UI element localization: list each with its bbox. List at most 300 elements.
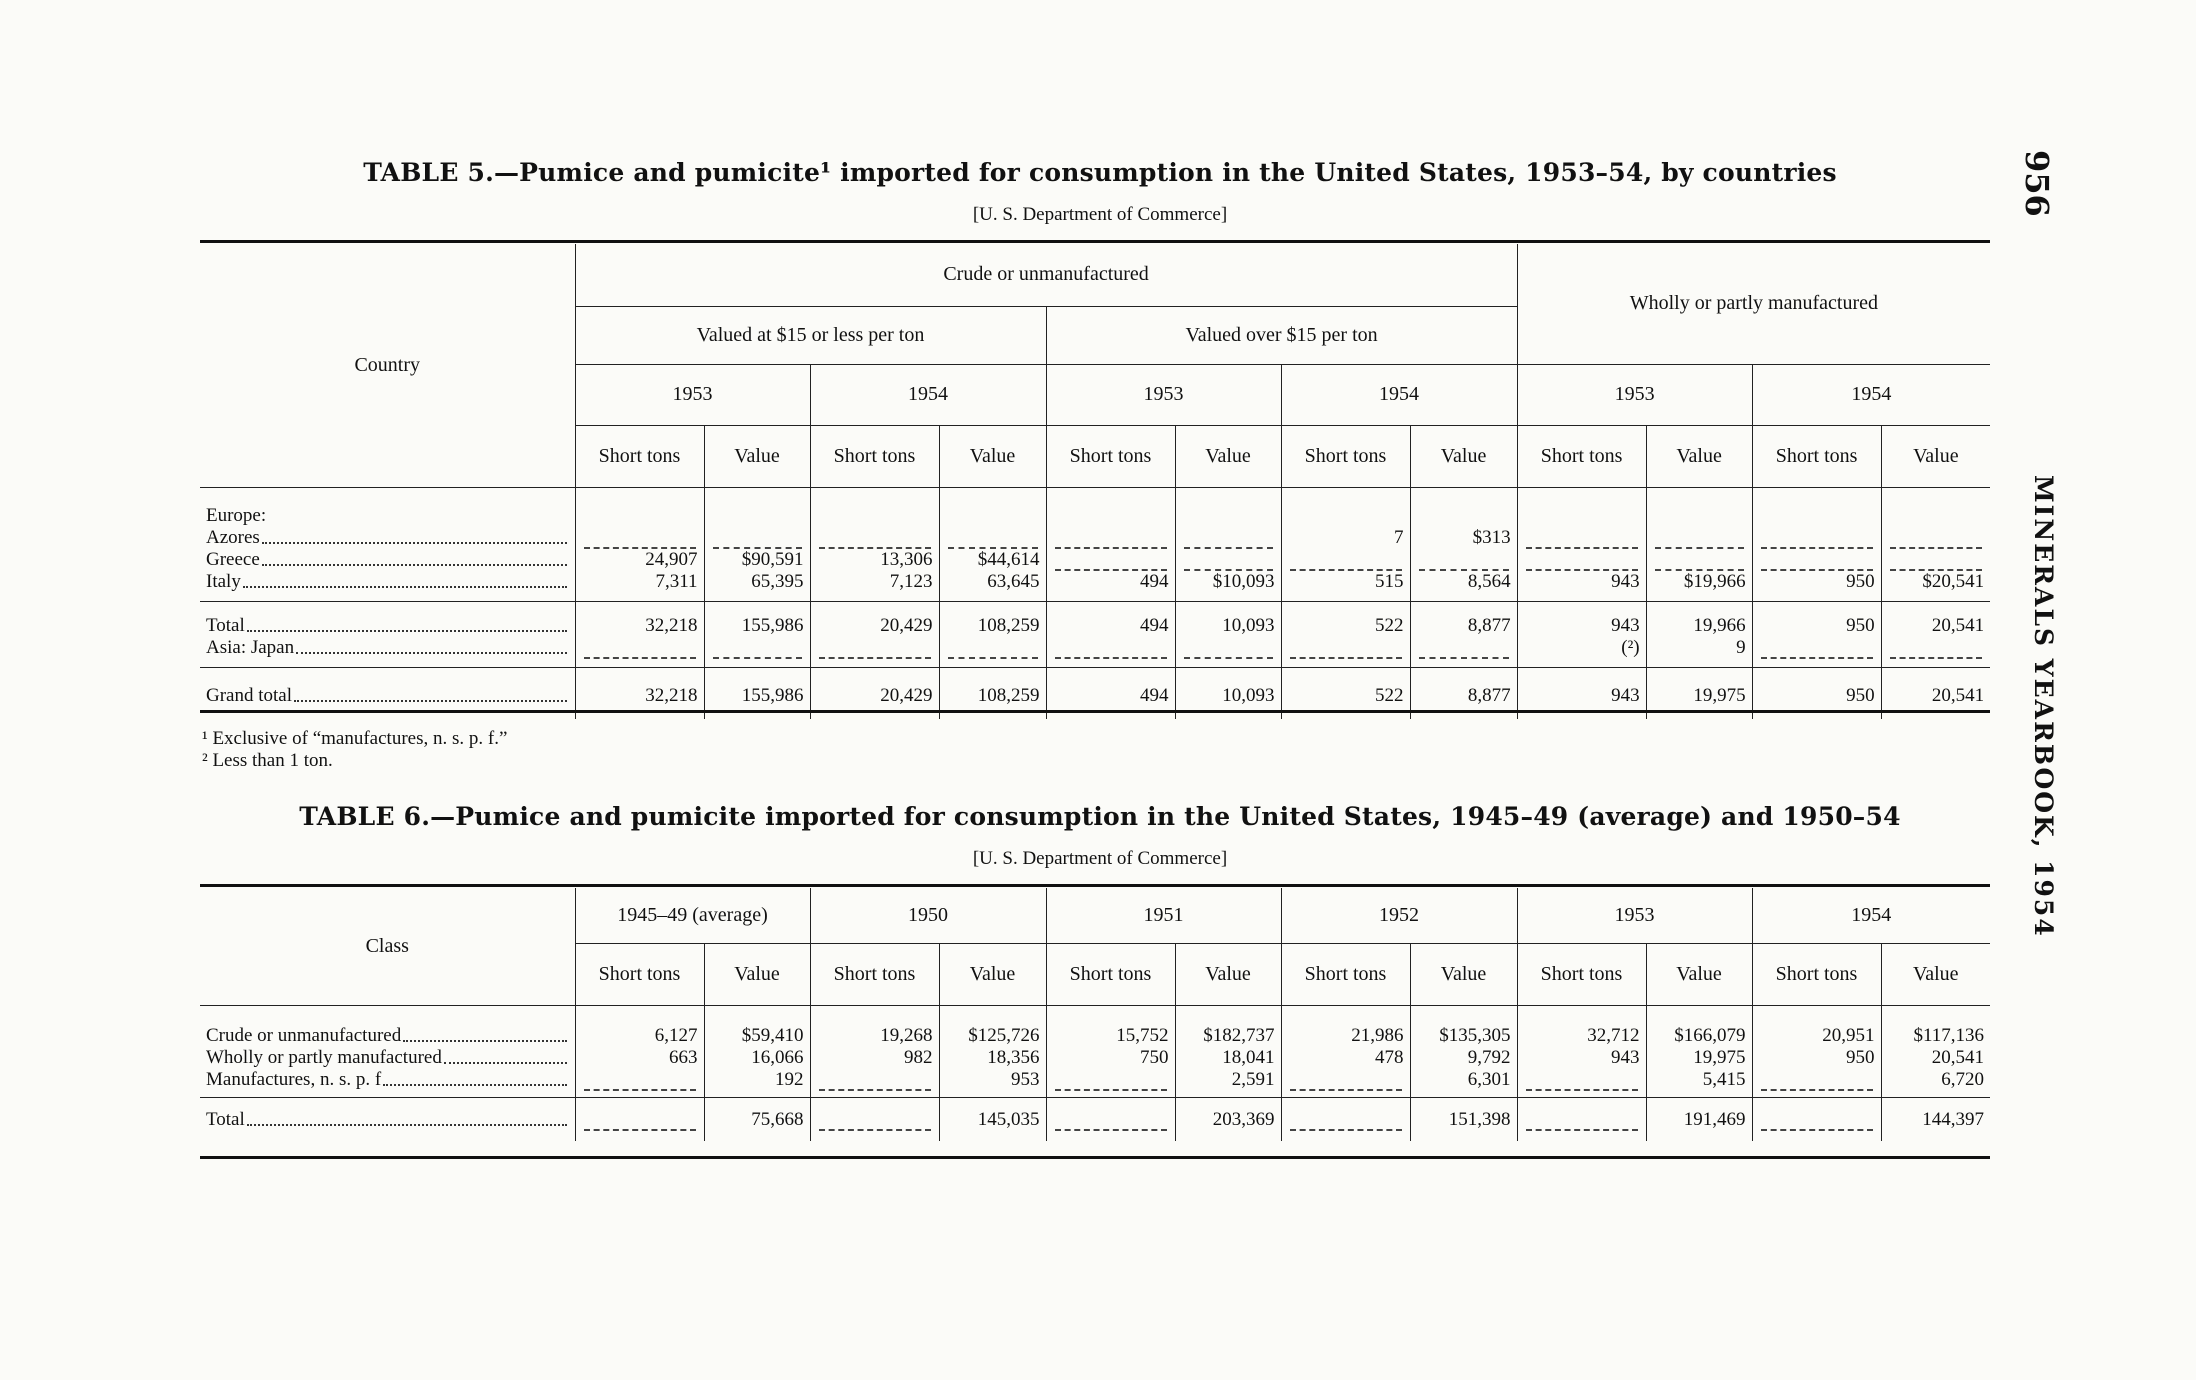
data-cell	[1752, 549, 1881, 571]
empty-dash	[1419, 645, 1509, 659]
spacer-cell	[1517, 659, 1646, 667]
data-cell	[1046, 1097, 1175, 1131]
data-cell: 10,093	[1175, 667, 1281, 707]
spacer-cell	[1752, 1005, 1881, 1025]
data-cell: 950	[1752, 601, 1881, 637]
empty-dash	[1184, 535, 1273, 549]
spacer-cell	[1752, 505, 1881, 527]
data-cell	[1517, 1069, 1646, 1091]
table6-year: 1952	[1281, 888, 1517, 943]
data-cell	[1281, 1097, 1410, 1131]
data-cell	[1881, 637, 1990, 659]
table-row	[200, 637, 1990, 659]
spacer-cell	[1175, 487, 1281, 505]
spacer-cell	[1881, 1005, 1990, 1025]
empty-dash	[819, 645, 931, 659]
data-cell: 20,541	[1881, 1047, 1990, 1069]
spacer-cell	[1175, 505, 1281, 527]
spacer-cell	[1410, 593, 1517, 601]
col-header-value: Value	[939, 943, 1046, 1005]
data-cell: 950	[1752, 667, 1881, 707]
spacer-cell	[939, 1131, 1046, 1141]
table-row	[200, 549, 1990, 571]
data-cell	[810, 637, 939, 659]
data-cell: 943	[1517, 1047, 1646, 1069]
table5-footnote: ¹ Exclusive of “manufactures, n. s. p. f.”	[202, 728, 508, 749]
empty-dash	[584, 645, 696, 659]
row-label-text: Crude or unmanufactured	[206, 1025, 402, 1046]
empty-dash	[1761, 557, 1873, 571]
row-label-text: Total	[206, 1109, 245, 1130]
row-label	[200, 601, 575, 637]
spacer-cell	[704, 1005, 810, 1025]
data-cell	[1046, 637, 1175, 659]
data-cell	[1175, 549, 1281, 571]
row-label	[200, 667, 575, 707]
data-cell: 155,986	[704, 601, 810, 637]
spacer-cell	[575, 659, 704, 667]
row-label	[200, 637, 575, 659]
empty-dash	[1526, 557, 1638, 571]
data-cell	[575, 637, 704, 659]
data-cell: 144,397	[1881, 1097, 1990, 1131]
spacer-cell	[575, 505, 704, 527]
spacer-cell	[1046, 593, 1175, 601]
data-cell: 2,591	[1175, 1069, 1281, 1091]
spacer-cell	[1410, 505, 1517, 527]
data-cell: $44,614	[939, 549, 1046, 571]
data-cell: 494	[1046, 601, 1175, 637]
spacer-cell	[1046, 1005, 1175, 1025]
data-cell: $90,591	[704, 549, 810, 571]
spacer-cell	[1881, 659, 1990, 667]
leader-dots	[294, 700, 566, 702]
table5-year: 1954	[810, 364, 1046, 425]
table6	[200, 888, 1990, 1141]
empty-dash	[1761, 1117, 1873, 1131]
empty-dash	[1055, 535, 1167, 549]
data-cell: 515	[1281, 571, 1410, 593]
col-header-value: Value	[1410, 425, 1517, 487]
running-head: MINERALS YEARBOOK, 1954	[2029, 475, 2058, 938]
row-label-text: Azores	[206, 527, 260, 548]
spacer-cell	[1410, 487, 1517, 505]
data-cell: 5,415	[1646, 1069, 1752, 1091]
spacer-cell	[200, 659, 575, 667]
col-header-value: Value	[1881, 943, 1990, 1005]
data-cell: 16,066	[704, 1047, 810, 1069]
data-cell: 750	[1046, 1047, 1175, 1069]
data-cell: 663	[575, 1047, 704, 1069]
leader-dots	[296, 652, 566, 654]
data-cell: 7	[1281, 527, 1410, 549]
row-label-leader	[206, 549, 569, 571]
row-label-leader	[206, 1025, 569, 1047]
row-label	[200, 1069, 575, 1091]
data-cell: 953	[939, 1069, 1046, 1091]
data-cell: $182,737	[1175, 1025, 1281, 1047]
row-label-text: Manufactures, n. s. p. f	[206, 1069, 382, 1090]
table6-year: 1951	[1046, 888, 1281, 943]
empty-dash	[819, 1117, 931, 1131]
leader-dots	[247, 1124, 567, 1126]
spacer-cell	[575, 707, 704, 719]
data-cell	[1046, 527, 1175, 549]
data-cell: 108,259	[939, 667, 1046, 707]
table-row	[200, 1069, 1990, 1091]
table6-year: 1954	[1752, 888, 1990, 943]
spacer-cell	[1046, 505, 1175, 527]
spacer-row	[200, 1005, 1990, 1025]
data-cell: 943	[1517, 667, 1646, 707]
empty-dash	[1184, 557, 1273, 571]
data-cell	[810, 1069, 939, 1091]
spacer-cell	[1646, 1131, 1752, 1141]
data-cell: $19,966	[1646, 571, 1752, 593]
empty-dash	[1761, 535, 1873, 549]
spacer-row	[200, 707, 1990, 719]
spacer-cell	[575, 1005, 704, 1025]
empty-dash	[584, 1117, 696, 1131]
data-cell: 18,356	[939, 1047, 1046, 1069]
data-cell	[1752, 1069, 1881, 1091]
data-cell: 20,429	[810, 601, 939, 637]
empty-dash	[1055, 1077, 1167, 1091]
data-cell: $117,136	[1881, 1025, 1990, 1047]
spacer-cell	[1175, 1005, 1281, 1025]
spacer-cell	[810, 1131, 939, 1141]
spacer-cell	[939, 487, 1046, 505]
empty-dash	[819, 1077, 931, 1091]
data-cell	[1517, 1097, 1646, 1131]
data-cell	[939, 527, 1046, 549]
col-header-value: Value	[704, 943, 810, 1005]
empty-dash	[1526, 535, 1638, 549]
spacer-cell	[1175, 659, 1281, 667]
spacer-cell	[1646, 1005, 1752, 1025]
table5-top-rule	[200, 240, 1990, 243]
leader-dots	[403, 1040, 566, 1042]
row-label-leader	[206, 1047, 569, 1069]
spacer-cell	[1046, 487, 1175, 505]
row-label-leader	[206, 1069, 569, 1091]
empty-dash	[1890, 535, 1983, 549]
spacer-cell	[939, 1005, 1046, 1025]
row-label-leader	[206, 527, 569, 549]
table-row	[200, 1047, 1990, 1069]
row-label-text: Total	[206, 615, 245, 636]
spacer-cell	[810, 505, 939, 527]
spacer-cell	[1646, 659, 1752, 667]
leader-dots	[243, 586, 567, 588]
table5	[200, 244, 1990, 719]
table5-source: [U. S. Department of Commerce]	[972, 204, 1228, 225]
spacer-cell	[1881, 487, 1990, 505]
table6-bottom-rule	[200, 1156, 1990, 1159]
spacer-cell	[939, 593, 1046, 601]
data-cell: 151,398	[1410, 1097, 1517, 1131]
spacer-cell	[1752, 487, 1881, 505]
data-cell: 65,395	[704, 571, 810, 593]
empty-dash	[713, 535, 802, 549]
data-cell: $166,079	[1646, 1025, 1752, 1047]
data-cell	[1881, 549, 1990, 571]
spacer-cell	[939, 659, 1046, 667]
table6-year: 1945–49 (average)	[575, 888, 810, 943]
empty-dash	[584, 1077, 696, 1091]
data-cell	[704, 637, 810, 659]
data-cell: 9	[1646, 637, 1752, 659]
table6-top-rule	[200, 884, 1990, 887]
data-cell: 8,564	[1410, 571, 1517, 593]
spacer-cell	[1517, 505, 1646, 527]
spacer-cell	[704, 1131, 810, 1141]
spacer-cell	[1281, 487, 1410, 505]
data-cell	[1281, 637, 1410, 659]
data-cell	[1410, 549, 1517, 571]
spacer-cell	[1046, 707, 1175, 719]
data-cell	[1517, 549, 1646, 571]
empty-dash	[1526, 1077, 1638, 1091]
table5-year: 1954	[1752, 364, 1990, 425]
spacer-cell	[200, 707, 575, 719]
spacer-cell	[1410, 707, 1517, 719]
row-label-leader	[206, 685, 569, 707]
col-header-value: Value	[1646, 425, 1752, 487]
col-header-short-tons: Short tons	[810, 425, 939, 487]
data-cell	[1752, 527, 1881, 549]
data-cell	[1410, 637, 1517, 659]
table5-year: 1954	[1281, 364, 1517, 425]
data-cell: 9,792	[1410, 1047, 1517, 1069]
table-row	[200, 571, 1990, 593]
row-label-text: Wholly or partly manufactured	[206, 1047, 442, 1068]
spacer-cell	[704, 659, 810, 667]
spacer-cell	[810, 1005, 939, 1025]
table6-year: 1953	[1517, 888, 1752, 943]
data-cell: 20,951	[1752, 1025, 1881, 1047]
leader-dots	[262, 564, 567, 566]
table5-bottom-rule	[200, 710, 1990, 713]
row-label	[200, 1047, 575, 1069]
spacer-cell	[1175, 593, 1281, 601]
row-label	[200, 1025, 575, 1047]
data-cell	[1281, 549, 1410, 571]
empty-dash	[1290, 557, 1402, 571]
data-cell: (²)	[1517, 637, 1646, 659]
spacer-row	[200, 593, 1990, 601]
spacer-cell	[1752, 707, 1881, 719]
spacer-cell	[1410, 1131, 1517, 1141]
leader-dots	[444, 1062, 567, 1064]
spacer-cell	[1752, 1131, 1881, 1141]
data-cell: 20,541	[1881, 667, 1990, 707]
empty-dash	[1055, 1117, 1167, 1131]
row-label-text: Grand total	[206, 685, 293, 706]
empty-dash	[1055, 645, 1167, 659]
spacer-cell	[704, 505, 810, 527]
data-cell: 7,311	[575, 571, 704, 593]
table5-header-le15: Valued at $15 or less per ton	[575, 306, 1046, 364]
empty-dash	[1526, 1117, 1638, 1131]
data-cell	[575, 527, 704, 549]
col-header-value: Value	[939, 425, 1046, 487]
data-cell: 20,541	[1881, 601, 1990, 637]
row-label-leader	[206, 1109, 569, 1131]
spacer-cell	[200, 487, 575, 505]
data-cell	[1881, 527, 1990, 549]
leader-dots	[383, 1084, 566, 1086]
empty-dash	[1290, 1077, 1402, 1091]
spacer-cell	[1281, 659, 1410, 667]
spacer-cell	[1281, 505, 1410, 527]
data-cell: 15,752	[1046, 1025, 1175, 1047]
data-cell: 10,093	[1175, 601, 1281, 637]
empty-dash	[1184, 645, 1273, 659]
spacer-cell	[1175, 1131, 1281, 1141]
table5-year: 1953	[1517, 364, 1752, 425]
data-cell: 108,259	[939, 601, 1046, 637]
spacer-cell	[1410, 659, 1517, 667]
data-cell	[1752, 637, 1881, 659]
table6-year: 1950	[810, 888, 1046, 943]
col-header-short-tons: Short tons	[1517, 425, 1646, 487]
col-header-short-tons: Short tons	[1281, 425, 1410, 487]
data-cell: 522	[1281, 667, 1410, 707]
col-header-short-tons: Short tons	[1046, 425, 1175, 487]
data-cell: 950	[1752, 571, 1881, 593]
row-label	[200, 1097, 575, 1131]
col-header-short-tons: Short tons	[1046, 943, 1175, 1005]
spacer-cell	[704, 593, 810, 601]
data-cell: 8,877	[1410, 601, 1517, 637]
data-cell	[1175, 527, 1281, 549]
data-cell: 192	[704, 1069, 810, 1091]
spacer-row	[200, 487, 1990, 505]
data-cell: 6,301	[1410, 1069, 1517, 1091]
row-label	[200, 571, 575, 593]
data-cell	[1752, 1097, 1881, 1131]
data-cell	[1175, 637, 1281, 659]
empty-dash	[1290, 645, 1402, 659]
col-header-short-tons: Short tons	[575, 425, 704, 487]
spacer-cell	[939, 707, 1046, 719]
table-row	[200, 527, 1990, 549]
row-label	[200, 549, 575, 571]
data-cell: 75,668	[704, 1097, 810, 1131]
table5-header-crude: Crude or unmanufactured	[575, 244, 1517, 306]
row-label-leader	[206, 571, 569, 593]
spacer-cell	[1881, 1131, 1990, 1141]
empty-dash	[948, 645, 1038, 659]
data-cell: 19,966	[1646, 601, 1752, 637]
spacer-cell	[1646, 505, 1752, 527]
data-cell: 203,369	[1175, 1097, 1281, 1131]
row-label-leader	[206, 637, 569, 659]
spacer-cell	[1752, 593, 1881, 601]
empty-dash	[1761, 645, 1873, 659]
spacer-cell	[704, 707, 810, 719]
empty-dash	[1890, 645, 1983, 659]
table-row	[200, 1097, 1990, 1131]
data-cell: 494	[1046, 571, 1175, 593]
spacer-cell	[1517, 593, 1646, 601]
data-cell: 32,712	[1517, 1025, 1646, 1047]
col-header-value: Value	[1410, 943, 1517, 1005]
data-cell: 13,306	[810, 549, 939, 571]
table6-title: TABLE 6.—Pumice and pumicite imported for consumption in the United States, 1945–49 (average) and 1950–54	[299, 802, 1901, 831]
spacer-cell	[1517, 1005, 1646, 1025]
spacer-cell	[1281, 1005, 1410, 1025]
empty-dash	[1655, 535, 1744, 549]
data-cell: 943	[1517, 571, 1646, 593]
data-cell: 982	[810, 1047, 939, 1069]
data-cell: 18,041	[1175, 1047, 1281, 1069]
data-cell: 8,877	[1410, 667, 1517, 707]
empty-dash	[1290, 1117, 1402, 1131]
data-cell: 19,975	[1646, 1047, 1752, 1069]
data-cell: 19,268	[810, 1025, 939, 1047]
col-header-value: Value	[1175, 425, 1281, 487]
data-cell	[810, 1097, 939, 1131]
table5-year: 1953	[575, 364, 810, 425]
spacer-cell	[1517, 487, 1646, 505]
data-cell: $10,093	[1175, 571, 1281, 593]
empty-dash	[713, 645, 802, 659]
spacer-cell	[810, 659, 939, 667]
data-cell	[1517, 527, 1646, 549]
spacer-cell	[1881, 593, 1990, 601]
col-header-short-tons: Short tons	[810, 943, 939, 1005]
spacer-cell	[939, 505, 1046, 527]
row-label-text: Italy	[206, 571, 241, 592]
data-cell: 950	[1752, 1047, 1881, 1069]
spacer-cell	[704, 487, 810, 505]
data-cell: $125,726	[939, 1025, 1046, 1047]
spacer-cell	[1881, 707, 1990, 719]
spacer-cell	[1752, 659, 1881, 667]
spacer-cell	[1175, 707, 1281, 719]
col-header-value: Value	[1175, 943, 1281, 1005]
data-cell	[1646, 527, 1752, 549]
empty-dash	[1761, 1077, 1873, 1091]
col-header-short-tons: Short tons	[1752, 425, 1881, 487]
col-header-short-tons: Short tons	[1752, 943, 1881, 1005]
empty-dash	[948, 535, 1038, 549]
empty-dash	[1419, 557, 1509, 571]
table5-footnote: ² Less than 1 ton.	[202, 750, 333, 771]
data-cell: 21,986	[1281, 1025, 1410, 1047]
col-header-value: Value	[1881, 425, 1990, 487]
spacer-cell	[1517, 707, 1646, 719]
col-header-value: Value	[704, 425, 810, 487]
row-label-text: Greece	[206, 549, 260, 570]
spacer-cell	[200, 1005, 575, 1025]
row-label	[200, 527, 575, 549]
spacer-cell	[575, 1131, 704, 1141]
data-cell	[1046, 1069, 1175, 1091]
col-header-short-tons: Short tons	[1517, 943, 1646, 1005]
spacer-cell	[200, 593, 575, 601]
data-cell: 32,218	[575, 667, 704, 707]
spacer-cell	[1281, 1131, 1410, 1141]
data-cell: 145,035	[939, 1097, 1046, 1131]
spacer-cell	[1046, 659, 1175, 667]
table5-year: 1953	[1046, 364, 1281, 425]
spacer-cell	[1410, 1005, 1517, 1025]
data-cell: 191,469	[1646, 1097, 1752, 1131]
data-cell	[1646, 549, 1752, 571]
